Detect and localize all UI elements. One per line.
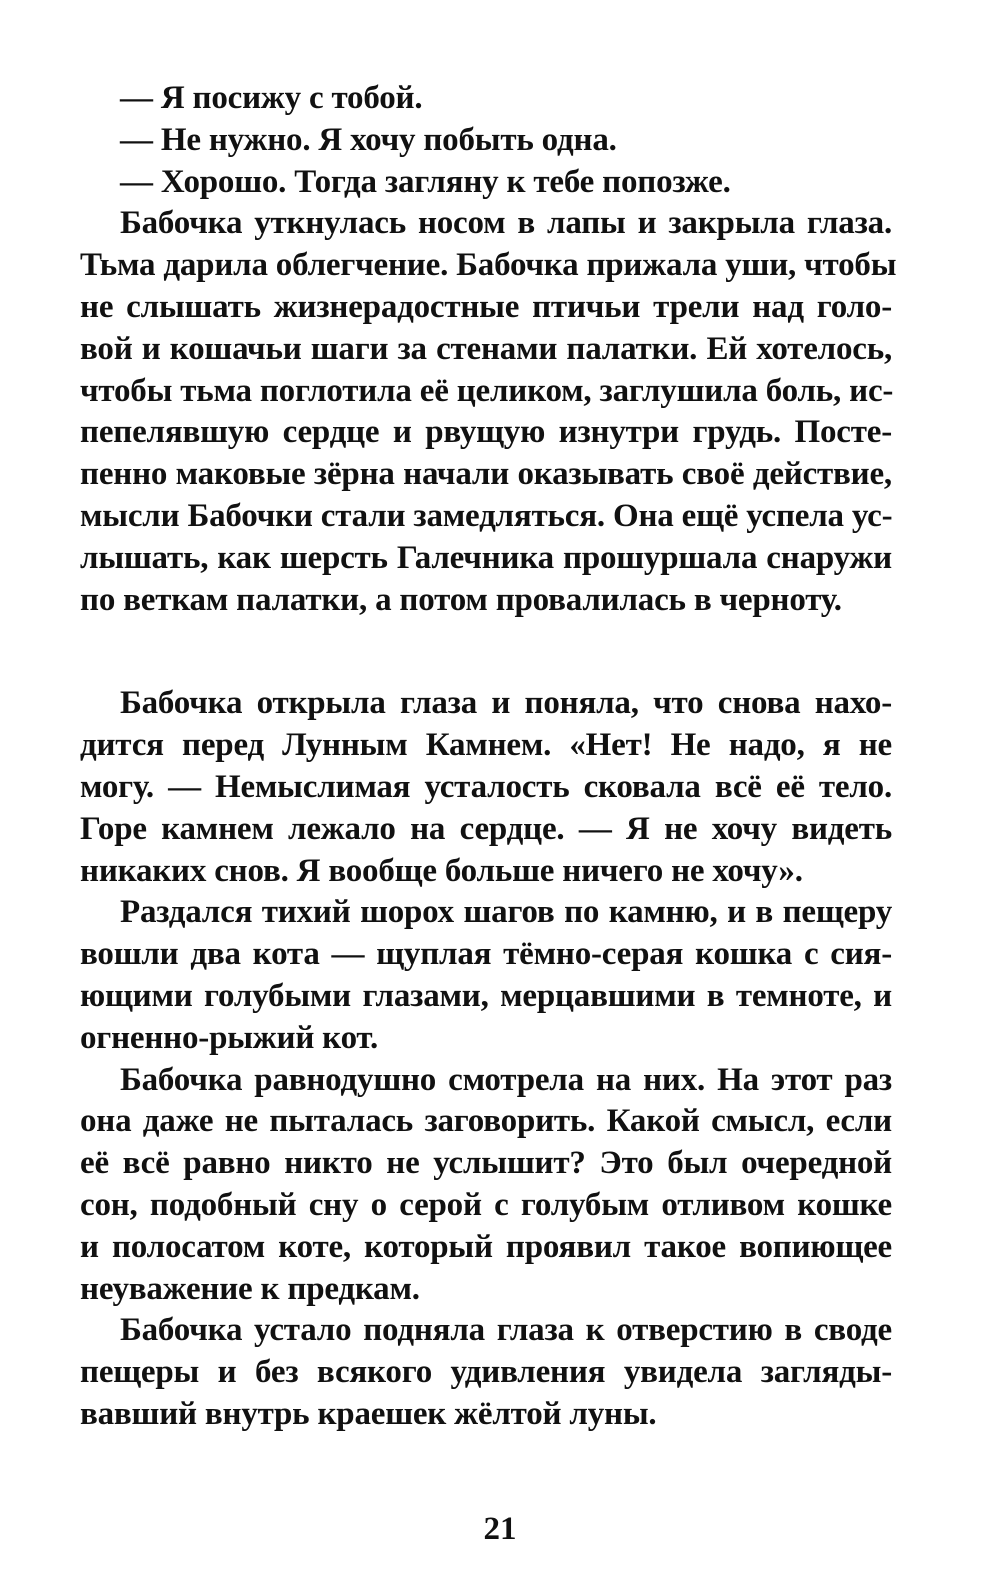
text-line: чтобы тьма поглотила её целиком, заглушила боль, ис-	[80, 372, 894, 409]
paragraph	[80, 203, 897, 621]
text-line: Раздался тихий шорох шагов по камню, и в пещеру	[120, 894, 892, 931]
dialogue-line: — Я посижу с тобой.	[120, 80, 423, 116]
section-break	[80, 621, 892, 683]
text-line: Тьма дарила облегчение. Бабочка прижала уши, чтобы	[80, 247, 897, 284]
paragraph	[80, 1310, 892, 1435]
text-line: мысли Бабочки стали замедляться. Она ещё успела ус-	[80, 497, 893, 534]
text-line: Бабочка открыла глаза и поняла, что снова нахо-	[120, 685, 892, 722]
text-line: пепелявшую сердце и рвущую изнутри грудь. Посте-	[80, 414, 892, 451]
text-line: вошли два кота — щуплая тёмно-серая кошка с сия-	[80, 936, 892, 973]
page-number: 21	[483, 1511, 517, 1547]
text-line: и полосатом коте, который проявил такое вопиющее	[80, 1228, 892, 1265]
text-line: Бабочка устало подняла глаза к отверстию в своде	[120, 1312, 892, 1349]
text-line: пещеры и без всякого удивления увидела загляды-	[80, 1354, 892, 1391]
dialogue-line: — Хорошо. Тогда загляну к тебе попозже.	[120, 163, 731, 200]
text-line: Бабочка уткнулась носом в лапы и закрыла глаза.	[120, 205, 892, 242]
text-line: вой и кошачьи шаги за стенами палатки. Ей хотелось,	[80, 330, 892, 367]
paragraph	[80, 892, 892, 1059]
text-line: Горе камнем лежало на сердце. — Я не хочу видеть	[80, 810, 892, 847]
text-line: пенно маковые зёрна начали оказывать своё действие,	[80, 456, 892, 493]
book-page-text	[80, 78, 897, 1436]
text-line: сон, подобный сну о серой с голубым отливом кошке	[80, 1186, 892, 1223]
dialogue-line: — Не нужно. Я хочу побыть одна.	[120, 121, 617, 158]
paragraph	[80, 1060, 892, 1311]
text-line: дится перед Лунным Камнем. «Нет! Не надо, я не	[80, 727, 892, 764]
text-line: Бабочка равнодушно смотрела на них. На этот раз	[120, 1061, 892, 1098]
text-line: могу. — Немыслимая усталость сковала всё её тело.	[80, 768, 892, 805]
paragraph	[80, 683, 892, 892]
text-line: вавший внутрь краешек жёлтой луны.	[80, 1395, 657, 1432]
text-line: никаких снов. Я вообще больше ничего не хочу».	[80, 852, 803, 889]
text-line: не слышать жизнерадостные птичьи трели над голо-	[80, 288, 892, 325]
text-line: её всё равно никто не услышит? Это был очередной	[80, 1145, 892, 1182]
text-line: огненно-рыжий кот.	[80, 1019, 379, 1056]
text-line: по веткам палатки, а потом провалилась в черноту.	[80, 581, 842, 618]
text-line: лышать, как шерсть Галечника прошуршала снаружи	[80, 539, 892, 576]
text-line: ющими голубыми глазами, мерцавшими в темноте, и	[80, 977, 892, 1014]
text-line: она даже не пыталась заговорить. Какой смысл, если	[80, 1103, 892, 1140]
text-line: неуважение к предкам.	[80, 1270, 420, 1307]
